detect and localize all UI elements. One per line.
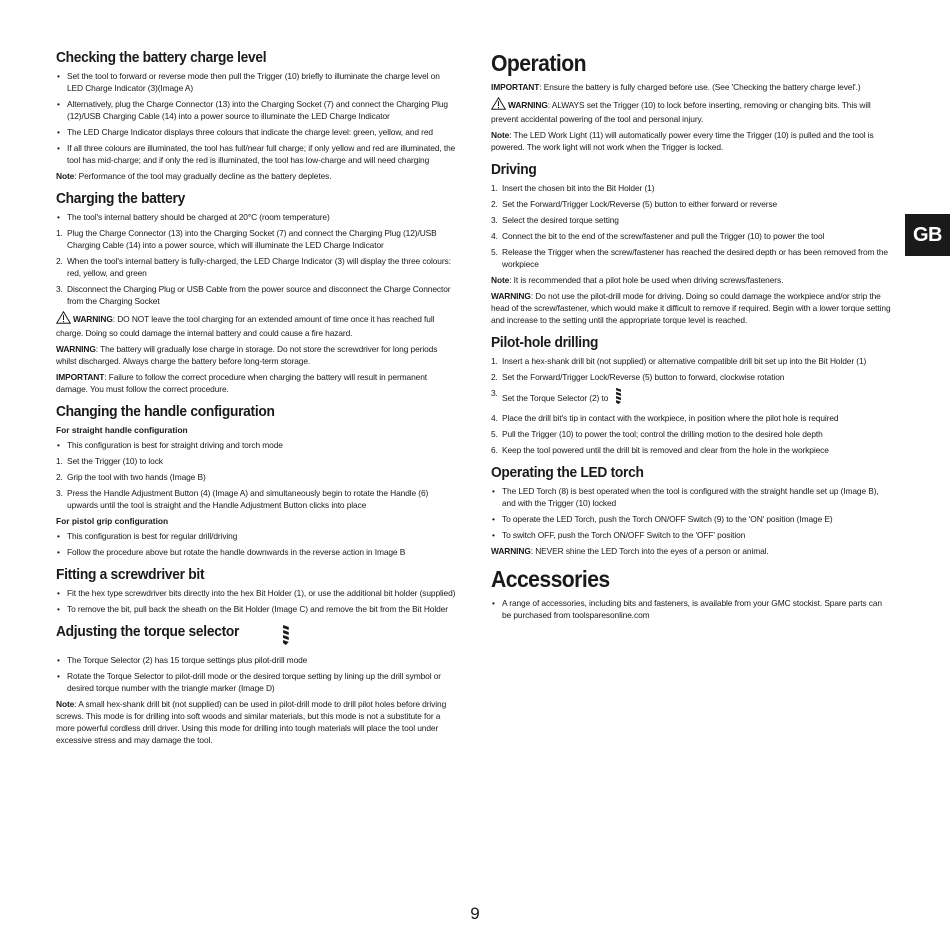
list-item: • Alternatively, plug the Charge Connector (13) into the Charging Socket (7) and connect the Charging Plug (12)/USB Charging Cable (14) into a power source to illuminate the LED Charge Indicator: [56, 98, 456, 122]
important-label: IMPORTANT: [56, 372, 105, 382]
list-item: • Rotate the Torque Selector to pilot-drill mode or the desired torque setting by lining up the drill symbol or desired torque number with the triangle marker (Image D): [56, 670, 456, 694]
step-number: 2.: [56, 472, 63, 482]
handle-steps: [56, 455, 456, 511]
section-handle: [56, 404, 456, 558]
section-pilot: [491, 335, 891, 456]
step-number: 1.: [491, 183, 498, 193]
straight-handle-bullets: [56, 439, 456, 451]
list-item: [491, 412, 891, 424]
list-item: • A range of accessories, including bits and fasteners, is available from your GMC stockist. Spare parts can be purchased from toolsparesonline.com: [491, 597, 891, 621]
drill-bit-icon: [614, 387, 623, 408]
step-number: 3.: [491, 388, 498, 398]
important-text: : Ensure the battery is fully charged before use. (See 'Checking the battery charge level'.): [539, 82, 861, 92]
note-text: : It is recommended that a pilot hole be used when driving screws/fasteners.: [509, 275, 784, 285]
step-number: 4.: [491, 413, 498, 423]
heading-torch: Operating the LED torch: [491, 465, 644, 481]
pistol-grip-bullets: [56, 530, 456, 558]
step-text: Grip the tool with two hands (Image B): [67, 472, 206, 482]
step-number: 6.: [491, 445, 498, 455]
language-tab: GB: [905, 214, 950, 256]
pistol-grip-subheading: For pistol grip configuration: [56, 516, 169, 526]
list-item: [56, 471, 456, 483]
list-item: • Set the tool to forward or reverse mode then pull the Trigger (10) briefly to illuminate the charge level on LED Charge Indicator (3)(Image A): [56, 70, 456, 94]
step-number: 1.: [56, 228, 63, 238]
fitting-bullets: [56, 587, 456, 615]
list-item: • This configuration is best for straight driving and torch mode: [56, 439, 456, 451]
step-text: Place the drill bit's tip in contact with the workpiece, in position where the pilot hole is required: [502, 413, 839, 423]
step-number: 2.: [491, 199, 498, 209]
warning-text: : ALWAYS set the Trigger (10) to lock before inserting, removing or changing bits. This will prevent accidental powering of the tool and personal injury.: [491, 100, 871, 124]
charging-bullets: [56, 211, 456, 223]
left-column: [56, 50, 456, 755]
warning-text: : Do not use the pilot-drill mode for driving. Doing so could damage the workpiece and/or strip the head of the screw/fastener, which would make it difficult to remove if required. Begin with a lower torque setting and increase to the setting until the appropriate torque level is reached.: [491, 291, 891, 325]
step-text: Set the Forward/Trigger Lock/Reverse (5) button to forward, clockwise rotation: [502, 372, 785, 382]
step-text: Keep the tool powered until the drill bit is removed and clear from the hole in the workpiece: [502, 445, 829, 455]
section-charging: [56, 191, 456, 395]
warning-label: WARNING: [491, 546, 531, 556]
section-battery-level: [56, 50, 456, 182]
step-text: When the tool's internal battery is fully-charged, the LED Charge Indicator (3) will display the three colours: red, yellow, and green: [67, 256, 451, 278]
heading-charging: Charging the battery: [56, 191, 186, 207]
heading-torque: [56, 624, 436, 650]
page-number: 9: [470, 904, 480, 923]
list-item: • To remove the bit, pull back the sheath on the Bit Holder (Image C) and remove the bit from the Bit Holder: [56, 603, 456, 615]
step-number: 3.: [56, 284, 63, 294]
heading-fitting: Fitting a screwdriver bit: [56, 567, 205, 583]
list-item: [491, 182, 891, 194]
list-item: • The LED Charge Indicator displays three colours that indicate the charge level: green, yellow, and red: [56, 126, 456, 138]
step-number: 5.: [491, 429, 498, 439]
pilot-steps: [491, 355, 891, 456]
step-number: 4.: [491, 231, 498, 241]
list-item: [491, 246, 891, 270]
list-item: [56, 227, 456, 251]
operation-important: [491, 81, 891, 93]
step-text: Press the Handle Adjustment Button (4) (Image A) and simultaneously begin to rotate the Handle (6) upwards until the tool is straight and the Handle Adjustment Button clicks into place: [67, 488, 429, 510]
note-label: Note: [56, 699, 75, 709]
warning-text: : The battery will gradually lose charge in storage. Do not store the screwdriver for long periods whilst discharged. Always charge the battery before long-term storage.: [56, 344, 438, 366]
warning-triangle-icon: [56, 311, 71, 327]
step-text: Connect the bit to the end of the screw/fastener and pull the Trigger (10) to power the tool: [502, 231, 825, 241]
list-item: • Follow the procedure above but rotate the handle downwards in the reverse action in Image B: [56, 546, 456, 558]
section-driving: [491, 162, 891, 326]
step-text: Pull the Trigger (10) to power the tool; control the drilling motion to the desired hole depth: [502, 429, 823, 439]
step-number: 3.: [56, 488, 63, 498]
warning-label: WARNING: [73, 314, 113, 324]
straight-handle-subheading: For straight handle configuration: [56, 425, 188, 435]
section-torch: [491, 465, 891, 557]
list-item: • This configuration is best for regular drill/driving: [56, 530, 456, 542]
list-item: [491, 387, 891, 408]
list-item: [491, 355, 891, 367]
step-text: Plug the Charge Connector (13) into the Charging Socket (7) and connect the Charging Plug (12)/USB Charging Cable (14) into a power source, which will illuminate the LED Charge Indicator: [67, 228, 437, 250]
torch-bullets: [491, 485, 891, 541]
warning-label: WARNING: [508, 100, 548, 110]
heading-operation: Operation: [491, 50, 586, 76]
list-item: • The LED Torch (8) is best operated when the tool is configured with the straight handle set up (Image B), and with the Trigger (10) locked: [491, 485, 891, 509]
step-number: 2.: [491, 372, 498, 382]
list-item: [56, 255, 456, 279]
drill-bit-icon: [281, 624, 291, 650]
step-text: Insert a hex-shank drill bit (not supplied) or alternative compatible drill bit set up into the Bit Holder (1): [502, 356, 867, 366]
operation-note: [491, 129, 891, 153]
torque-note: [56, 698, 456, 746]
list-item: [491, 444, 891, 456]
note-text: : The LED Work Light (11) will automatically power every time the Trigger (10) is pulled and the tool is powered. The work light will not work when the Trigger is locked.: [491, 130, 874, 152]
list-item: [491, 198, 891, 210]
step-text: Set the Forward/Trigger Lock/Reverse (5) button to either forward or reverse: [502, 199, 778, 209]
warning-label: WARNING: [491, 291, 531, 301]
list-item: [491, 214, 891, 226]
important-text: : Failure to follow the correct procedure when charging the battery will result in permanent damage. You must follow the correct procedure.: [56, 372, 427, 394]
heading-driving: Driving: [491, 162, 537, 178]
section-operation: [491, 50, 891, 153]
note-label: Note: [56, 171, 75, 181]
torch-warning: [491, 545, 891, 557]
step-text: Set the Trigger (10) to lock: [67, 456, 163, 466]
step-text: Release the Trigger when the screw/fastener has reached the desired depth or has been removed from the workpiece: [502, 247, 888, 269]
note-text: : A small hex-shank drill bit (not supplied) can be used in pilot-drill mode to drill pilot holes before driving screws. This mode is for drilling into soft woods and similar materials, but this mode is not a substitute for a more powerful cordless drill driver. Using this mode for drilling into tough materials will place the tool under excessive stress and may damage the tool.: [56, 699, 447, 745]
step-number: 5.: [491, 247, 498, 257]
charging-steps: [56, 227, 456, 307]
step-number: 3.: [491, 215, 498, 225]
battery-level-note: [56, 170, 456, 182]
heading-battery-level: Checking the battery charge level: [56, 50, 267, 66]
heading-accessories: Accessories: [491, 566, 610, 592]
warning-text: : DO NOT leave the tool charging for an extended amount of time once it has reached full charge. Doing so could damage the internal battery and could cause a fire hazard.: [56, 314, 435, 338]
warning-triangle-icon: [491, 97, 506, 113]
driving-steps: [491, 182, 891, 270]
list-item: • The tool's internal battery should be charged at 20°C (room temperature): [56, 211, 456, 223]
step-number: 2.: [56, 256, 63, 266]
list-item: [56, 283, 456, 307]
charging-warning-1: [56, 311, 456, 339]
note-label: Note: [491, 130, 510, 140]
list-item: • The Torque Selector (2) has 15 torque settings plus pilot-drill mode: [56, 654, 456, 666]
list-item: [491, 230, 891, 242]
torque-bullets: [56, 654, 456, 694]
step-number: 1.: [491, 356, 498, 366]
step-number: 1.: [56, 456, 63, 466]
list-item: • Fit the hex type screwdriver bits directly into the hex Bit Holder (1), or use the additional bit holder (supplied): [56, 587, 456, 599]
charging-warning-2: [56, 343, 456, 367]
list-item: • If all three colours are illuminated, the tool has full/near full charge; if only yellow and red are illuminated, the tool has mid-charge; and if only the red is illuminated, the tool has low-charge and will need charging: [56, 142, 456, 166]
section-fitting: [56, 567, 456, 615]
list-item: • To switch OFF, push the Torch ON/OFF Switch to the 'OFF' position: [491, 529, 891, 541]
step-text: Set the Torque Selector (2) to: [502, 393, 609, 403]
step-text: Select the desired torque setting: [502, 215, 619, 225]
note-label: Note: [491, 275, 510, 285]
list-item: [56, 455, 456, 467]
important-label: IMPORTANT: [491, 82, 540, 92]
heading-pilot: Pilot-hole drilling: [491, 335, 599, 351]
list-item: [491, 428, 891, 440]
heading-torque-text: Adjusting the torque selector: [56, 624, 240, 640]
list-item: [56, 487, 456, 511]
operation-warning: [491, 97, 891, 125]
driving-warning: [491, 290, 891, 326]
section-torque: [56, 624, 456, 746]
step-text: Insert the chosen bit into the Bit Holder (1): [502, 183, 655, 193]
charging-important: [56, 371, 456, 395]
warning-text: : NEVER shine the LED Torch into the eyes of a person or animal.: [530, 546, 769, 556]
note-text: : Performance of the tool may gradually decline as the battery depletes.: [74, 171, 332, 181]
driving-note: [491, 274, 891, 286]
step-text: Disconnect the Charging Plug or USB Cable from the power source and disconnect the Charge Connector from the Charging Socket: [67, 284, 451, 306]
right-column: [491, 50, 891, 630]
list-item: • To operate the LED Torch, push the Torch ON/OFF Switch (9) to the 'ON' position (Image E): [491, 513, 891, 525]
heading-handle: Changing the handle configuration: [56, 404, 275, 420]
list-item: [491, 371, 891, 383]
section-accessories: [491, 566, 891, 621]
warning-label: WARNING: [56, 344, 96, 354]
battery-level-bullets: [56, 70, 456, 166]
accessories-bullets: [491, 597, 891, 621]
